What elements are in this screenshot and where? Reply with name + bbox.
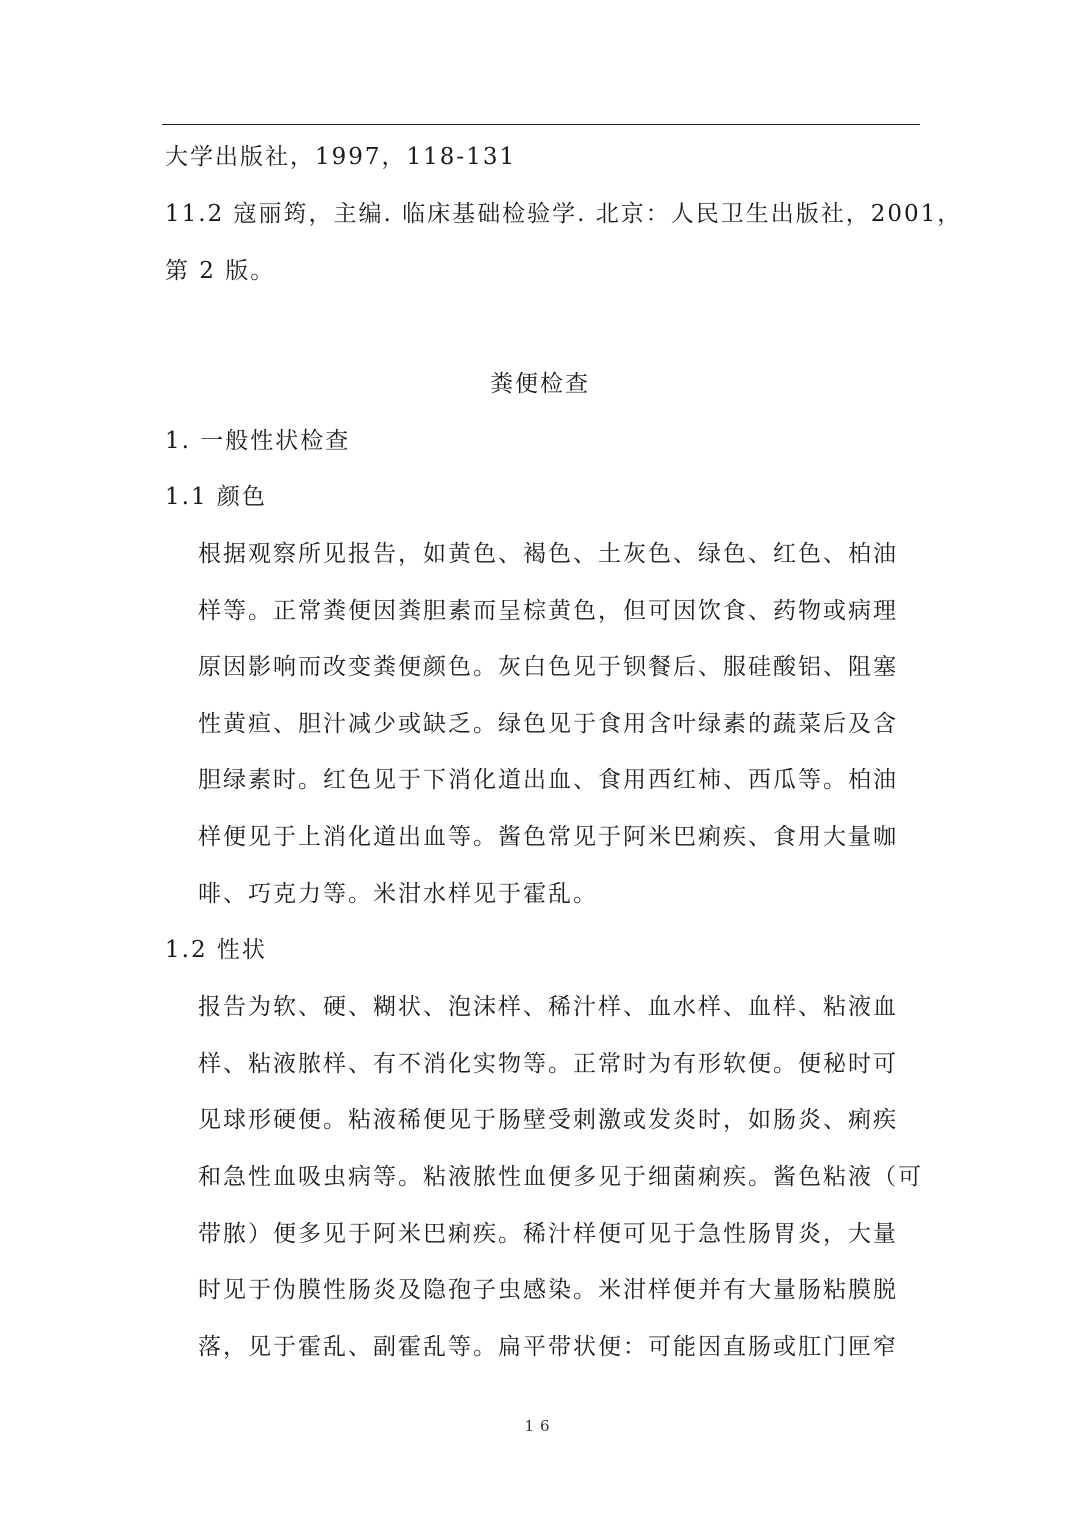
color-paragraph-line: 样等。正常粪便因粪胆素而呈棕黄色，但可因饮食、药物或病理 [198, 598, 898, 624]
color-paragraph-line: 根据观察所见报告，如黄色、褐色、土灰色、绿色、红色、柏油 [198, 541, 898, 567]
section-1-1-heading: 1.1 颜色 [165, 484, 267, 510]
reference-line-2: 11.2 寇丽筠，主编. 临床基础检验学. 北京：人民卫生出版社，2001， [165, 201, 963, 227]
texture-paragraph-line: 落，见于霍乱、副霍乱等。扁平带状便：可能因直肠或肛门匣窄 [198, 1334, 898, 1360]
reference-line-3: 第 2 版。 [165, 258, 276, 284]
section-1-heading: 1. 一般性状检查 [165, 428, 351, 454]
color-paragraph-line: 性黄疸、胆汁减少或缺乏。绿色见于食用含叶绿素的蔬菜后及含 [198, 711, 898, 737]
texture-paragraph-line: 时见于伪膜性肠炎及隐孢子虫感染。米泔样便并有大量肠粘膜脱 [198, 1277, 898, 1303]
texture-paragraph-line: 见球形硬便。粘液稀便见于肠壁受刺激或发炎时，如肠炎、痢疾 [198, 1107, 898, 1133]
page-number: 16 [524, 1417, 556, 1435]
texture-paragraph-line: 报告为软、硬、糊状、泡沫样、稀汁样、血水样、血样、粘液血 [198, 994, 898, 1020]
color-paragraph-line: 胆绿素时。红色见于下消化道出血、食用西红柿、西瓜等。柏油 [198, 767, 898, 793]
top-rule [162, 124, 920, 125]
reference-line-1: 大学出版社，1997，118-131 [165, 144, 517, 170]
texture-paragraph-line: 和急性血吸虫病等。粘液脓性血便多见于细菌痢疾。酱色粘液（可 [198, 1164, 923, 1190]
color-paragraph-line: 样便见于上消化道出血等。酱色常见于阿米巴痢疾、食用大量咖 [198, 824, 898, 850]
texture-paragraph-line: 带脓）便多见于阿米巴痢疾。稀汁样便可见于急性肠胃炎，大量 [198, 1221, 898, 1247]
section-title: 粪便检查 [490, 371, 590, 397]
color-paragraph-line: 原因影响而改变粪便颜色。灰白色见于钡餐后、服硅酸铝、阻塞 [198, 654, 898, 680]
section-1-2-heading: 1.2 性状 [165, 937, 267, 963]
color-paragraph-line: 啡、巧克力等。米泔水样见于霍乱。 [198, 881, 598, 907]
texture-paragraph-line: 样、粘液脓样、有不消化实物等。正常时为有形软便。便秘时可 [198, 1051, 898, 1077]
